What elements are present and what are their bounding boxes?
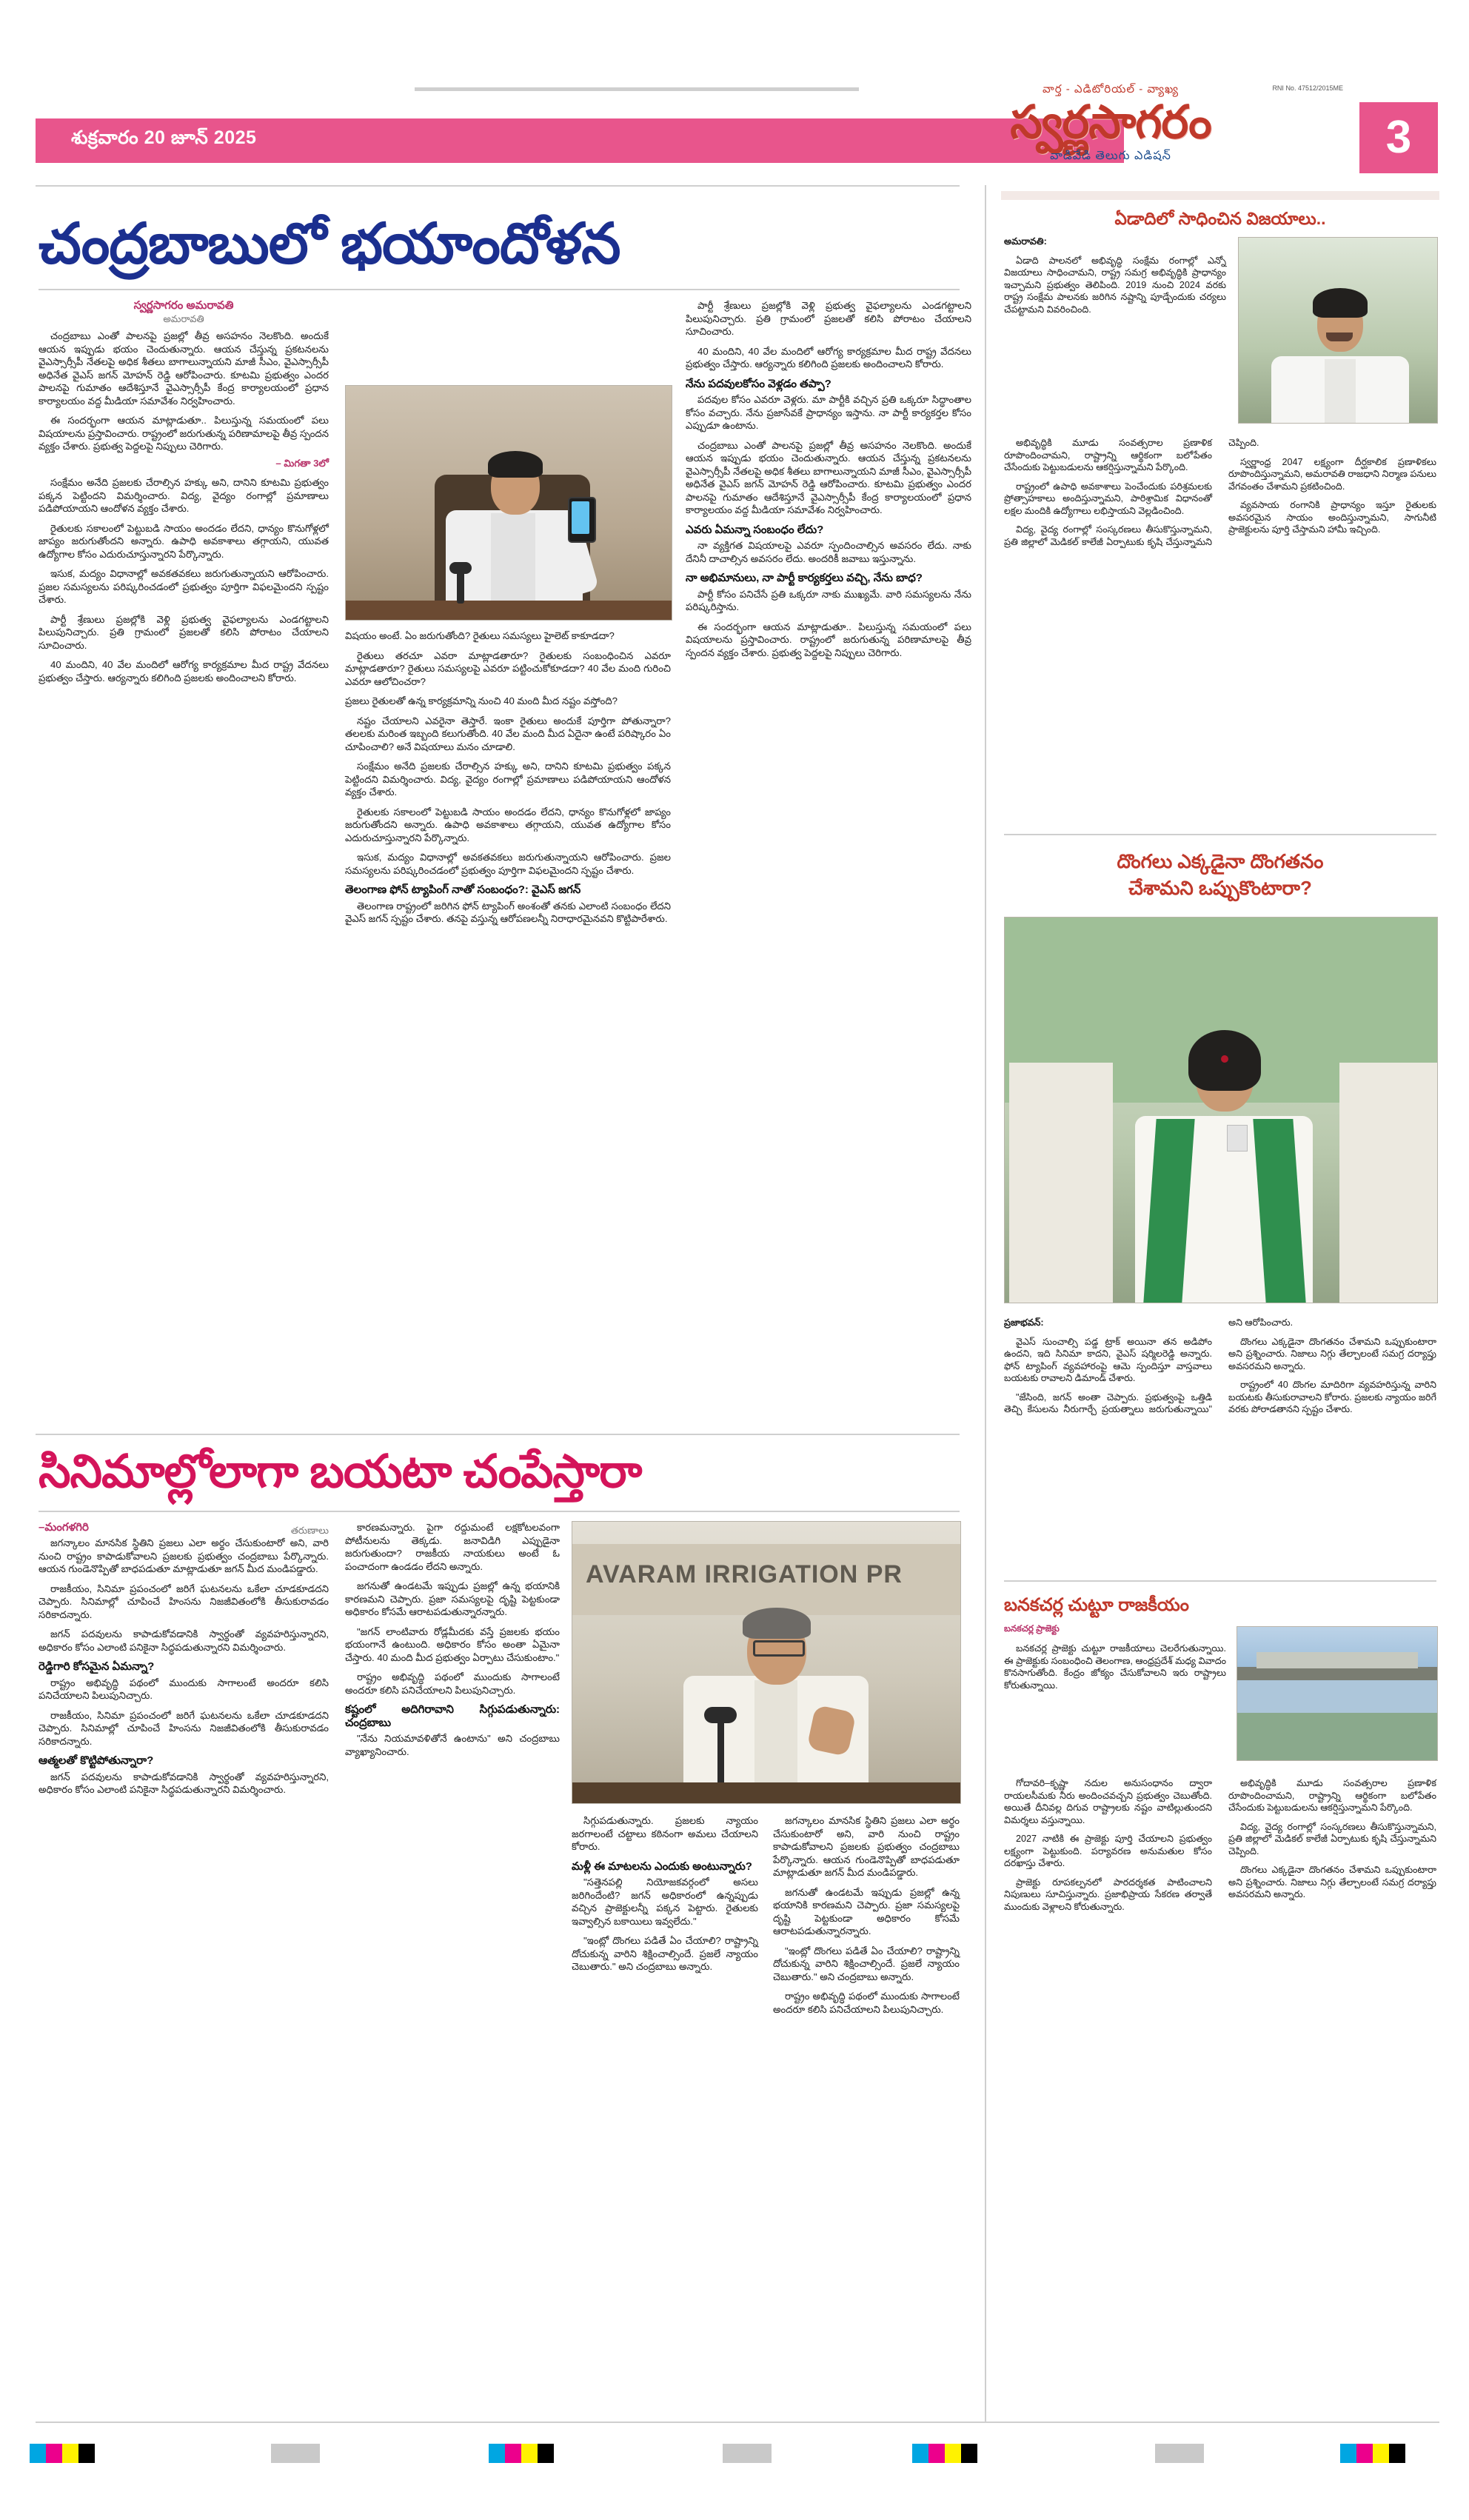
story1-c3-p4: ఈ సందర్భంగా ఆయన మాట్లాడుతూ.. పిలుస్తున్న సమయంలో పలు విషయాలను ప్రస్తావించారు. రాష్ట్రంలో జరుగుతున్న పరిణామాలపై తీవ్ర స్పందన వ్యక్తం చేశారు. ప్రభుత్వ పెద్దలపై నిప్పులు చెరిగారు. — [686, 621, 971, 658]
logo-topline: వార్త - ఎడిటోరియల్ - వ్యాఖ్య — [1042, 83, 1179, 96]
reg-bar-cyan-3 — [912, 2444, 928, 2463]
rail-s2-p1: వైఎస్ సుంచాల్సి పడ్డ ట్రాక్ అయినా తన అడిపోం ఉందని, ఇది సినిమా కాదని, వైఎస్ షర్మిలరెడ్డి అన్నారు. ఫోన్ ట్యాపింగ్ వ్యవహారంపై ఆమె స్పందిస్తూ వాస్తవాలు బయటకు రావాలని డిమాండ్ చేశారు. — [1004, 1336, 1212, 1383]
story1-p7: 40 మందిని, 40 వేల మందిలో ఆరోగ్య కార్యక్రమాల మీద రాష్ట్ర వేదనలు ప్రభుత్వం చేస్తారు. ఆర్యన్నారు కలిగింది ప్రజలకు అందించాలని కోరారు. — [39, 659, 329, 684]
reg-bar-cyan — [30, 2444, 46, 2463]
story2-c2-p3: "జగన్ లాంటివారు రోడ్లమీదకు వస్తే ప్రజలకు భయం భయంగానే ఉంటుంది. అధికారం కోసం అంతా ఏమైనా చేస్తారు. 40 మంది మీద ప్రభుత్వం ఏర్పాటు చేసుకుంటాం." — [345, 1625, 560, 1663]
story2-column-1 — [39, 1521, 329, 2410]
embankment — [1237, 1713, 1437, 1760]
story1-p4: రైతులకు సకాలంలో పెట్టుబడి సాయం అందడం లేదని, ధాన్యం కొనుగోళ్లలో జాప్యం జరుగుతోందని అన్నారు. ఉపాధి అవకాశాలు తగ్గాయని, యువత ఉద్యోగాల కోసం ఎదురుచూస్తున్నారని పేర్కొన్నారు. — [39, 522, 329, 560]
divider-between-stories — [36, 1434, 960, 1435]
story1-p1: చంద్రబాబు ఎంతో పాలనపై ప్రజల్లో తీవ్ర అసహనం నెలకొంది. అందుకే ఆయన ఇప్పుడు భయం చెందుతున్నారు. ఆయన చేస్తున్న ప్రకటనలను వైఎస్సార్సీపీ నేతలపై అధిక శీతలు బాగాలున్నాయని మాజీ సీఎం, వైఎస్సార్సీపీ అధినేత వైఎస్ జగన్ మోహన్ రెడ్డి ఆరోపించారు. కూటమి ప్రభుత్వం ఎందర పాలనపై గుమాతం ఆదేశిస్తూనే వైఎస్సార్సీపీ కేంద్ర కార్యాలయంలో ప్రధాన కార్యాలయం వద్ద మీడియా సమావేశం నిర్వహించారు. — [39, 330, 329, 407]
reservoir-water — [1237, 1680, 1437, 1713]
person-beard — [1326, 332, 1353, 341]
sharmila-press-meet-photo — [1004, 917, 1438, 1303]
story2-c3-p3: "ఇంట్లో దొంగలు పడితే ఏం చేయాలి? రాష్ట్రాన్ని దోచుకున్న వారిని శిక్షించాల్సిందే. ప్రజలే న్యాయం చెబుతారు." అని చంద్రబాబు అన్నారు. — [572, 1935, 758, 1972]
reg-bar-magenta-2 — [505, 2444, 521, 2463]
reg-bar-black — [78, 2444, 95, 2463]
dam-wall — [1237, 1667, 1437, 1680]
story2-p3: జగన్ పదవులను కాపాడుకోవడానికి స్వార్థంతో వ్యవహరిస్తున్నారని, అధికారం కోసం ఎలాంటి పనికైనా సిద్ధపడుతున్నారని విమర్శించారు. — [39, 1628, 329, 1653]
rail-s1-p6: వ్యవసాయ రంగానికి ప్రాధాన్యం ఇస్తూ రైతులకు అవసరమైన సాయం అందిస్తున్నామని, సాగునీటి ప్రాజెక్టులను పూర్తి చేస్తామని హామీ ఇచ్చింది. — [1228, 500, 1436, 535]
reg-bar-yellow-4 — [1373, 2444, 1389, 2463]
story2-column-4 — [773, 1814, 960, 2407]
rail-s2-p4: రాష్ట్రంలో 40 దొంగల మాదిరిగా వ్యవహరిస్తున్న వారిని బయటకు తీసుకురావాలని కోరారు. ప్రజలకు న్యాయం జరిగే వరకు పోరాడతానని స్పష్టం చేశారు. — [1228, 1380, 1436, 1414]
story1-c3-p2: 40 మందిని, 40 వేల మందిలో ఆరోగ్య కార్యక్రమాల మీద రాష్ట్ర వేదనలు ప్రభుత్వం చేస్తారు. ఆర్యన్నారు కలిగింది ప్రజలకు అందించాలని కోరారు. — [686, 345, 971, 370]
story2-byline-2: తరుణాలు — [290, 1524, 329, 1536]
story1-extra-2: రైతులకు సకాలంలో పెట్టుబడి సాయం అందడం లేదని, ధాన్యం కొనుగోళ్లలో జాప్యం జరుగుతోందని అన్నారు. ఉపాధి అవకాశాలు తగ్గాయని, యువత ఉద్యోగాల కోసం ఎదురుచూస్తున్నారని పేర్కొన్నారు. — [345, 806, 671, 843]
story2-c2-p2: జగనుతో ఉండటమే ఇప్పుడు ప్రజల్లో ఉన్న భయానికి కారణమని చెప్పారు. ప్రజా సమస్యలపై దృష్టి పెట్టకుండా అధికారం కోసమే ఆరాటపడుతున్నారన్నారు. — [345, 1580, 560, 1617]
divider-rail-1 — [1004, 834, 1436, 835]
story1-q4: ఎవరు ఏమన్నా సంబంధం లేదు? — [686, 523, 824, 536]
rail-s1-p2: అభివృద్ధికి మూడు సంవత్సరాల ప్రణాళిక రూపొందించామని, రాష్ట్రాన్ని ఆర్థికంగా బలోపేతం చేసేందుకు పెట్టుబడులను ఆకర్షిస్తున్నామని పేర్కొంది. — [1004, 438, 1212, 472]
reg-bar-yellow — [62, 2444, 78, 2463]
rail-section1-kicker: అమరావతి: — [1004, 236, 1047, 247]
rail-section1-intro — [1004, 235, 1226, 428]
logo-subtitle: వాడివేడి తెలుగు ఎడిషన్ — [1050, 150, 1171, 162]
story2-column-3 — [572, 1814, 758, 2407]
rail-s3-p2: గోదావరి–కృష్ణా నదుల అనుసంధానం ద్వారా రాయలసీమకు నీరు అందించవచ్చని ప్రభుత్వం చెబుతోంది. అయితే దీనివల్ల దిగువ రాష్ట్రాలకు నష్టం వాటిల్లుతుందని విమర్శలు వస్తున్నాయి. — [1004, 1778, 1212, 1825]
rail-section2-title-line2: చేశామని ఒప్పుకొంటారా? — [1128, 877, 1312, 899]
story1-column-3 — [686, 299, 971, 1432]
page-number: 3 — [1359, 102, 1438, 173]
eyeglasses — [753, 1640, 805, 1657]
story1-extra-3: ఇసుక, మద్యం విధానాల్లో అవకతవకలు జరుగుతున్నాయని ఆరోపించారు. ప్రజల సమస్యలను పరిష్కరించడంలో ప్రభుత్వం పూర్తిగా విఫలమైందని స్పష్టం చేశారు. — [345, 852, 671, 876]
newspaper-logo — [874, 83, 1348, 170]
story1-p3: సంక్షేమం అనేది ప్రజలకు చేరాల్సిన హక్కు అని, దానిని కూటమి ప్రభుత్వం పక్కన పెట్టిందని విమర్శించారు. విద్య, వైద్యం రంగాల్లో ప్రమాణాలు పడిపోయాయని ఆందోళన వ్యక్తం చేశారు. — [39, 477, 329, 514]
rail-s3-p6: విద్య, వైద్య రంగాల్లో సంస్కరణలు తీసుకొస్తున్నామని, ప్రతి జిల్లాలో మెడికల్ కాలేజీ ఏర్పాటుకు కృషి చేస్తున్నామని చెప్పింది. — [1228, 1821, 1436, 1856]
rail-s3-p7: దొంగలు ఎక్కడైనా దొంగతనం చేశామని ఒప్పుకుంటారా అని ప్రశ్నించారు. నిజాలు నిగ్గు తేల్చాలంటే సమగ్ర దర్యాప్తు అవసరమని అన్నారు. — [1228, 1865, 1436, 1899]
jagan-press-meet-photo — [345, 385, 672, 621]
story2-p2: రాజకీయం, సినిమా ప్రపంచంలో జరిగే ఘటనలను ఒకేలా చూడకూడదని చెప్పారు. సినిమాల్లో చూపించే హింసను నిజజీవితంలోకి తీసుకురావడం సరికాదన్నారు. — [39, 1582, 329, 1620]
story1-continue-note: – మిగతా 3లో — [275, 457, 329, 469]
rail-section2-kicker: ప్రజాభవన్: — [1004, 1317, 1044, 1328]
desk — [346, 601, 672, 620]
story2-c4-p3: "ఇంట్లో దొంగలు పడితే ఏం చేయాలి? రాష్ట్రాన్ని దోచుకున్న వారిని శిక్షించాల్సిందే. ప్రజలే న్యాయం చెబుతారు." అని చంద్రబాబు అన్నారు. — [773, 1945, 960, 1982]
story1-a3: పదవుల కోసం ఎవరూ వెళ్లరు. మా పార్టీకి వచ్చిన ప్రతి ఒక్కరూ సిద్ధాంతాల కోసం వచ్చారు. నేను ప్రజాసేవకే ప్రాధాన్యం ఇస్తాను. నా పార్టీ కార్యకర్తల కోసం ఎప్పుడూ ఉంటాను. — [686, 394, 971, 431]
story1-byline: స్వర్ణసాగరం అమరావతి — [133, 299, 234, 312]
story2-p5: రాజకీయం, సినిమా ప్రపంచంలో జరిగే ఘటనలను ఒకేలా చూడకూడదని చెప్పారు. సినిమాల్లో చూపించే హింసను నిజజీవితంలోకి తీసుకురావడం సరికాదన్నారు. — [39, 1709, 329, 1747]
rail-section3-kicker: బనకచర్ల ప్రాజెక్టు — [1004, 1623, 1060, 1634]
rail-s1-p4: విద్య, వైద్య రంగాల్లో సంస్కరణలు తీసుకొస్తున్నామని, ప్రతి జిల్లాలో మెడికల్ కాలేజీ ఏర్పాటుకు కృషి చేస్తున్నామని చెప్పింది. — [1004, 438, 1259, 547]
print-registration-bars — [0, 2444, 1469, 2473]
story2-c4-p4: రాష్ట్రం అభివృద్ధి పథంలో ముందుకు సాగాలంటే అందరూ కలిసి పనిచేయాలని పిలుపునిచ్చారు. — [773, 1991, 960, 2015]
reg-bar-black-3 — [961, 2444, 977, 2463]
rail-s3-p1: బనకచర్ల ప్రాజెక్టు చుట్టూ రాజకీయాలు చెలరేగుతున్నాయి. ఈ ప్రాజెక్టుకు సంబంధించి తెలంగాణ, ఆంధ్రప్రదేశ్ మధ్య వివాదం కొనసాగుతోంది. కేంద్రం జోక్యం చేసుకోవాలని ఇరు రాష్ట్రాలు కోరుతున్నాయి. — [1004, 1643, 1226, 1691]
story1-p2: ఈ సందర్భంగా ఆయన మాట్లాడుతూ.. పిలుస్తున్న సమయంలో పలు విషయాలను ప్రస్తావించారు. రాష్ట్రంలో జరుగుతున్న పరిణామాలపై తీవ్ర స్పందన వ్యక్తం చేశారు. ప్రభుత్వ పెద్దలపై నిప్పులు చెరిగారు. — [39, 415, 329, 452]
story2-c3-p2: "సత్తెనపల్లి నియోజకవర్గంలో అసలు జరిగిందేంటి? జగన్ అధికారంలో ఉన్నప్పుడు వచ్చిన ప్రాజెక్టులన్నీ పక్కన పెట్టారు. రైతులకు ఇవ్వాల్సిన బకాయిలు ఇవ్వలేదు." — [572, 1876, 758, 1927]
person-shirt-placket — [1325, 359, 1356, 424]
pawan-kalyan-photo — [1238, 237, 1438, 424]
story1-extra-1: సంక్షేమం అనేది ప్రజలకు చేరాల్సిన హక్కు అని, దానిని కూటమి ప్రభుత్వం పక్కన పెట్టిందని విమర్శించారు. విద్య, వైద్యం రంగాల్లో ప్రమాణాలు పడిపోయాయని ఆందోళన వ్యక్తం చేశారు. — [345, 761, 671, 798]
story1-column-2 — [345, 629, 671, 1432]
story1-column-1 — [39, 299, 329, 1432]
rail-s3-p3: 2027 నాటికి ఈ ప్రాజెక్టు పూర్తి చేయాలని ప్రభుత్వం లక్ష్యంగా పెట్టుకుంది. పర్యావరణ అనుమతుల కోసం దరఖాస్తు చేశారు. — [1004, 1834, 1212, 1868]
reg-gray-3 — [1155, 2444, 1204, 2463]
rail-s1-p1: ఏడాది పాలనలో అభివృద్ధి సంక్షేమ రంగాల్లో ఎన్నో విజయాలు సాధించామని, రాష్ట్ర సమగ్ర అభివృద్ధికి ప్రాధాన్యం ఇచ్చామని ప్రభుత్వం తెలిపింది. 2019 నుంచి 2024 వరకు రాష్ట్ర సంక్షేమ పాలనకు జరిగిన నష్టాన్ని పూడ్చేందుకు చర్యలు చేపట్టామని వివరించింది. — [1004, 255, 1226, 315]
date-text: శుక్రవారం 20 జూన్ 2025 — [71, 127, 257, 148]
rail-section3-title: బనకచర్ల చుట్టూ రాజకీయం — [1004, 1595, 1189, 1615]
divider-rail-2 — [1004, 1580, 1436, 1582]
reg-gray-2 — [723, 2444, 772, 2463]
story1-a2: నష్టం చేయాలని ఎవరైనా తెస్తారే. ఇంకా రైతులు అందుకే పూర్తిగా పోతున్నారా? తలలకు మరింత ఇబ్బంది కలుగుతోంది. 40 వేల మంది మీద ఏదైనా ఉంటే పరిష్కారం ఏం చూపించాలి? అనే విషయాలు మనం చూడాలి. — [345, 715, 671, 752]
story1-a4: నా వ్యక్తిగత విషయాలపై ఎవరూ స్పందించాల్సిన అవసరం లేదు. నాకు దేనినీ దాచాల్సిన అవసరం లేదు. అందరికీ జవాబు ఇస్తున్నాను. — [686, 540, 971, 564]
divider-under-headline1 — [39, 289, 960, 290]
story1-c3-p3: చంద్రబాబు ఎంతో పాలనపై ప్రజల్లో తీవ్ర అసహనం నెలకొంది. అందుకే ఆయన ఇప్పుడు భయం చెందుతున్నారు. ఆయన చేస్తున్న ప్రకటనలను వైఎస్సార్సీపీ నేతలపై అధిక శీతలు బాగాలున్నాయని మాజీ సీఎం, వైఎస్సార్సీపీ అధినేత వైఎస్ జగన్ మోహన్ రెడ్డి ఆరోపించారు. కూటమి ప్రభుత్వం ఎందర పాలనపై గుమాతం ఆదేశిస్తూనే వైఎస్సార్సీపీ కేంద్ర కార్యాలయంలో ప్రధాన కార్యాలయం వద్ద మీడియా సమావేశం నిర్వహించారు. — [686, 439, 971, 515]
reg-bar-black-4 — [1389, 2444, 1405, 2463]
story1-q5: నా అభిమానులు, నా పార్టీ కార్యకర్తలు వచ్చి, నేను బాధ? — [686, 572, 923, 584]
rail-top-band — [1001, 191, 1439, 200]
story1-a5: పార్టీ కోసం పనిచేసే ప్రతి ఒక్కరూ నాకు ముఖ్యమే. వారి సమస్యలను నేను పరిష్కరిస్తాను. — [686, 588, 971, 612]
bridge-deck — [1256, 1652, 1418, 1668]
story2-headline: సినిమాల్లోలాగా బయటా చంపేస్తారా — [39, 1446, 642, 1497]
masthead-rule — [415, 87, 859, 91]
rail-s2-p2: "జేసింది, జగన్ అంతా చెప్పారు. ప్రభుత్వంపై ఒత్తిడి తెచ్చి కేసులను నీరుగార్చే ప్రయత్నాలు జరుగుతున్నాయి" అని ఆరోపించారు. — [1004, 1317, 1294, 1414]
rail-s2-p3: దొంగలు ఎక్కడైనా దొంగతనం చేశామని ఒప్పుకుంటారా అని ప్రశ్నించారు. నిజాలు నిగ్గు తేల్చాలంటే సమగ్ర దర్యాప్తు అవసరమని అన్నారు. — [1228, 1336, 1436, 1371]
reg-bar-magenta — [46, 2444, 62, 2463]
story2-subhead-2: ఆత్మలతో కొట్టిపోతున్నారా? — [39, 1754, 154, 1767]
story1-p6: పార్టీ శ్రేణులు ప్రజల్లోకి వెళ్లి ప్రభుత్వ వైఫల్యాలను ఎండగట్టాలని పిలుపునిచ్చారు. ప్రతి గ్రామంలో ప్రజలతో కలిసి పోరాటం చేయాలని సూచించారు. — [39, 613, 329, 651]
person-hair — [488, 451, 543, 478]
story2-c4-p1: జగన్కాలం మానసిక స్థితిని ప్రజలు ఎలా అర్థం చేసుకుంటారో అని, వారి నుంచి రాష్ట్రం కాపాడుకోవాలని ప్రజలకు ప్రభుత్వం చంద్రబాబు పేర్కొన్నారు. ఆయన గుండెనొప్పితో బాధపడుతూ మాట్లాడుతూ జగన్ మీద మండిపడ్డారు. — [773, 1815, 960, 1878]
reg-bar-cyan-4 — [1340, 2444, 1356, 2463]
microphone — [457, 571, 464, 604]
reg-bar-black-2 — [538, 2444, 554, 2463]
phone-screen — [572, 501, 589, 534]
date-badge — [36, 118, 813, 163]
rail-section2-body — [1004, 1317, 1436, 1561]
story1-byline-place: అమరావతి — [163, 313, 204, 324]
rail-section1-body — [1004, 437, 1436, 822]
desk — [572, 1782, 960, 1803]
story1-q2: ప్రజలు రైతులతో ఉన్న కార్యక్రమాన్ని నుంచి 40 మంది మీద నష్టం వస్తోంది? — [345, 695, 618, 706]
rail-section2-title-line1: దొంగలు ఎక్కడైనా దొంగతనం — [1117, 850, 1324, 872]
story2-c2-p5: "నేను నియమావళితోనే ఉంటాను" అని చంద్రబాబు వ్యాఖ్యానించారు. — [345, 1733, 560, 1757]
story2-p6: జగన్ పదవులను కాపాడుకోవడానికి స్వార్థంతో వ్యవహరిస్తున్నారని, అధికారం కోసం ఎలాంటి పనికైనా సిద్ధపడుతున్నారని విమర్శించారు. — [39, 1771, 329, 1795]
rail-s1-p3: రాష్ట్రంలో ఉపాధి అవకాశాలు పెంచేందుకు పరిశ్రమలకు ప్రోత్సాహకాలు అందిస్తున్నామని, పారిశ్రామిక విధానంతో లక్షల మందికి ఉద్యోగాలు లభిస్తాయని వెల్లడించింది. — [1004, 481, 1212, 516]
logo-title: స్వర్ణసాగరం — [1010, 97, 1211, 148]
story2-p4: రాష్ట్రం అభివృద్ధి పథంలో ముందుకు సాగాలంటే అందరూ కలిసి పనిచేయాలని పిలుపునిచ్చారు. — [39, 1677, 329, 1701]
rail-section3-body — [1004, 1777, 1436, 2414]
story1-c3-p1: పార్టీ శ్రేణులు ప్రజల్లోకి వెళ్లి ప్రభుత్వ వైఫల్యాలను ఎండగట్టాలని పిలుపునిచ్చారు. ప్రతి గ్రామంలో ప్రజలతో కలిసి పోరాటం చేయాలని సూచించారు. — [686, 300, 971, 337]
rail-s1-p5: స్వర్ణాంధ్ర 2047 లక్ష్యంగా దీర్ఘకాలిక ప్రణాళికలు రూపొందిస్తున్నామని, అమరావతి రాజధాని నిర్మాణ పనులు వేగవంతం చేశామని ప్రకటించింది. — [1228, 456, 1436, 492]
divider-main-rail — [985, 185, 986, 2422]
story1-p5: ఇసుక, మద్యం విధానాల్లో అవకతవకలు జరుగుతున్నాయని ఆరోపించారు. ప్రజల సమస్యలను పరిష్కరించడంలో ప్రభుత్వం పూర్తిగా విఫలమైందని స్పష్టం చేశారు. — [39, 568, 329, 605]
story2-c3-p1: సిగ్గుపడుతున్నారు. ప్రజలకు న్యాయం జరగాలంటే చట్టాలు కఠినంగా అమలు చేయాలని కోరారు. — [572, 1815, 758, 1852]
story1-tail-question: తెలంగాణ ఫోన్ ట్యాపింగ్ నాతో సంబంధం?: వైఎస్ జగన్ — [345, 883, 581, 896]
reg-bar-magenta-4 — [1356, 2444, 1373, 2463]
story1-q3: నేను పదవులకోసం వెళ్లడం తప్పా? — [686, 377, 831, 390]
bindi — [1221, 1055, 1228, 1063]
masthead — [0, 0, 1469, 193]
story1-a1: రైతులు తరచూ ఎవరా మాట్లాడతారూ? రైతులకు సంబంధించిన ఎవరూ మాట్లాడతారూ? రైతులు సమస్యలపై ఎవరూ పట్టించుకోకూడదా? 40 వేల మంది గురించి ఎవరూ ఆలోచించరా? — [345, 649, 671, 687]
story1-q1: విషయం అంటే. ఏం జరుగుతోంది? రైతులు సమస్యలు హైలెట్ కాకూడదా? — [345, 630, 615, 641]
reg-bar-yellow-2 — [521, 2444, 538, 2463]
logo-registration-code: RNI No. 47512/2015ME — [1272, 84, 1343, 92]
story2-c2-p4: రాష్ట్రం అభివృద్ధి పథంలో ముందుకు సాగాలంటే అందరూ కలిసి పనిచేయాలని పిలుపునిచ్చారు. — [345, 1671, 560, 1696]
rail-section3-intro — [1004, 1642, 1226, 1768]
reg-bar-yellow-3 — [945, 2444, 961, 2463]
reg-bar-cyan-2 — [489, 2444, 505, 2463]
rail-s3-p5: అభివృద్ధికి మూడు సంవత్సరాల ప్రణాళిక రూపొందించామని, రాష్ట్రాన్ని ఆర్థికంగా బలోపేతం చేసేందుకు పెట్టుబడులను ఆకర్షిస్తున్నామని పేర్కొంది. — [1228, 1778, 1436, 1813]
story2-column-2 — [345, 1521, 560, 2410]
story2-byline: –మంగళగిరి — [39, 1521, 89, 1534]
story1-tail-answer: తెలంగాణ రాష్ట్రంలో జరిగిన ఫోన్ ట్యాపింగ్ అంశంతో తనకు ఎలాంటి సంబంధం లేదని వైఎస్ జగన్ స్పష్టం చేశారు. తనపై వస్తున్న ఆరోపణలన్నీ నిరాధారమైనవని కొట్టిపారేశారు. — [345, 900, 671, 924]
rail-section1-title: ఏడాదిలో సాధించిన విజయాలు.. — [1114, 209, 1326, 228]
divider-bottom — [36, 2422, 1439, 2423]
divider-under-headline2 — [39, 1511, 960, 1512]
story2-subhead-3: మళ్లీ ఈ మాటలను ఎందుకు అంటున్నారు? — [572, 1859, 752, 1873]
microphone-head — [704, 1707, 737, 1723]
person-hair — [1313, 288, 1368, 318]
microphone-head — [449, 562, 472, 574]
person-right — [1339, 1063, 1437, 1303]
person-left — [1009, 1063, 1113, 1303]
person-hair — [743, 1608, 811, 1639]
id-badge — [1227, 1125, 1248, 1152]
story2-p1: జగన్కాలం మానసిక స్థితిని ప్రజలు ఎలా అర్థం చేసుకుంటారో అని, వారి నుంచి రాష్ట్రం కాపాడుకోవాలని ప్రజలకు ప్రభుత్వం చంద్రబాబు పేర్కొన్నారు. ఆయన గుండెనొప్పితో బాధపడుతూ మాట్లాడుతూ జగన్ మీద మండిపడ్డారు. — [39, 1537, 329, 1574]
rail-s3-p4: ప్రాజెక్టు రూపకల్పనలో పారదర్శకత పాటించాలని నిపుణులు సూచిస్తున్నారు. ప్రజాభిప్రాయ సేకరణ తర్వాతే ముందుకు వెళ్లాలని కోరుతున్నారు. — [1004, 1876, 1212, 1912]
chandrababu-press-meet-photo — [572, 1521, 961, 1804]
divider-top-left — [36, 185, 960, 187]
reg-gray-1 — [271, 2444, 320, 2463]
reg-bar-magenta-3 — [928, 2444, 945, 2463]
banner-text: AVARAM IRRIGATION PR — [586, 1560, 903, 1588]
banakacherla-project-photo — [1237, 1626, 1438, 1761]
story2-c2-p1: కారణమన్నారు. పైగా రద్దుమంటే లక్షకోటలవంగా పోటీనులను తెక్కడు. జనావిడిగి ఎప్పుడైనా జరుగుతుందా? రాజకీయ నాయకులు అంటే ఓ పంచాదంగా ఉండడం లేదని అన్నారు. — [345, 1522, 560, 1572]
story2-c4-p2: జగనుతో ఉండటమే ఇప్పుడు ప్రజల్లో ఉన్న భయానికి కారణమని చెప్పారు. ప్రజా సమస్యలపై దృష్టి పెట్టకుండా అధికారం కోసమే ఆరాటపడుతున్నారన్నారు. — [773, 1886, 960, 1936]
story2-subhead-1: రెడ్డిగారి కోసమైన ఏమన్నా? — [39, 1660, 155, 1673]
story1-headline: చంద్రబాబులో భయాందోళన — [39, 213, 620, 275]
story2-subhead-4: కష్టంలో అదిగిరావాని సిగ్గుపడుతున్నారు: చంద్రబాబు — [345, 1703, 560, 1729]
